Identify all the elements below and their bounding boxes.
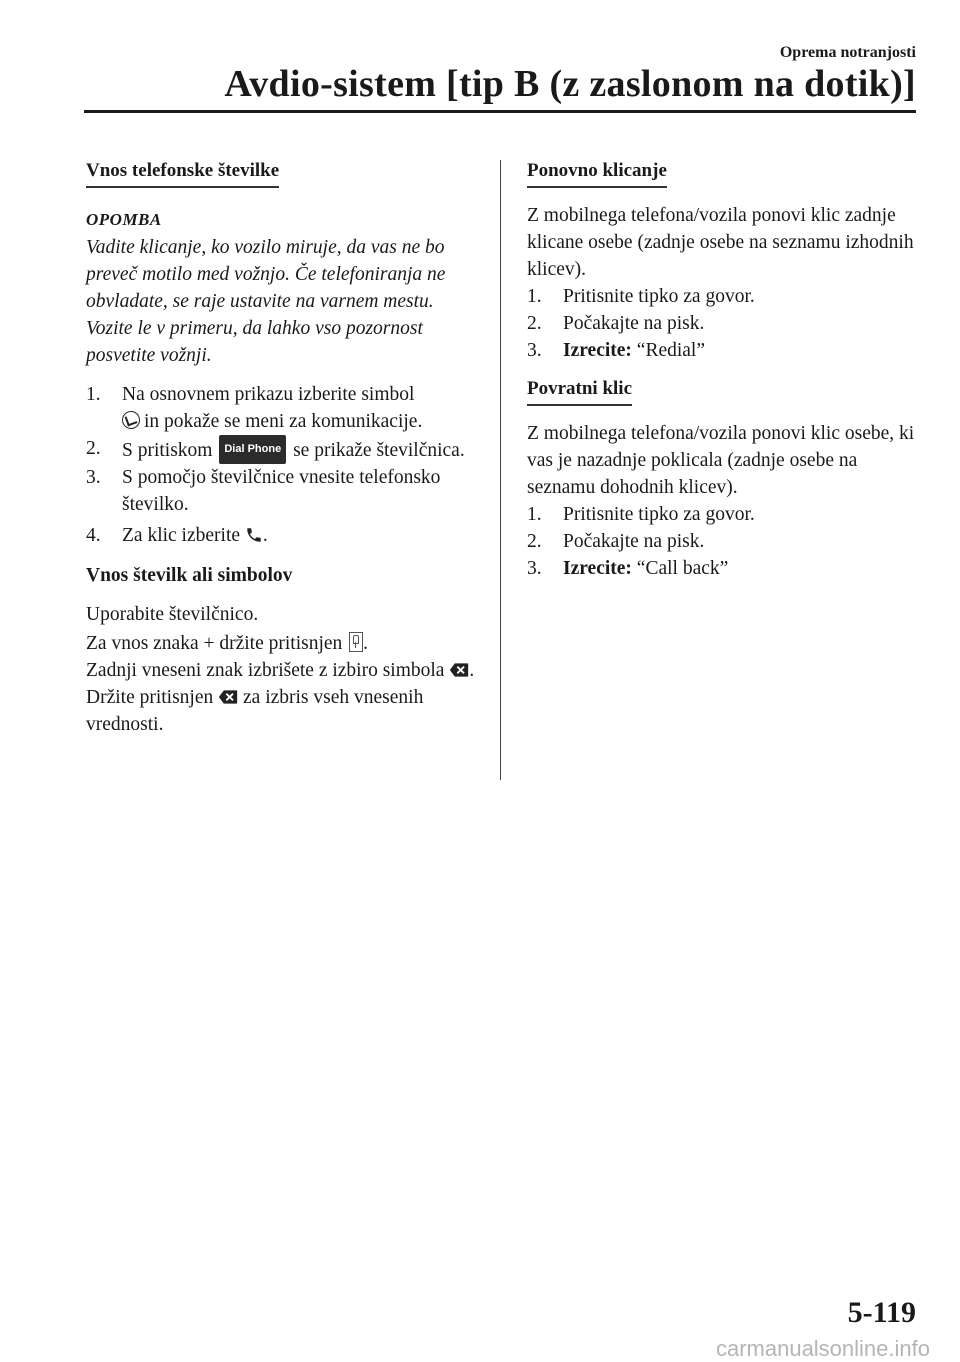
header-rule: [84, 110, 916, 113]
redial-steps: [527, 283, 919, 364]
note-title: OPOMBA: [86, 210, 162, 229]
page-number: 5-119: [847, 1296, 916, 1329]
page-title: Avdio-sistem [tip B (z zaslonom na dotik)]: [224, 63, 916, 105]
list-item: 2. Počakajte na pisk.: [527, 531, 705, 552]
redial-intro: Z mobilnega telefona/vozila ponovi klic zadnje klicane osebe (zadnje osebe na seznamu izhodnih klicev).: [527, 205, 914, 280]
watermark: carmanualsonline.info: [715, 1336, 930, 1361]
right-column: [527, 160, 919, 582]
para-keypad: Uporabite številčnico.: [86, 604, 259, 625]
para-delete-all: Držite pritisnjen za izbris vseh vnesenih vrednosti.: [86, 687, 424, 735]
list-item: 1. Pritisnite tipko za govor.: [527, 286, 755, 307]
communication-icon: [122, 411, 140, 429]
entry-steps: [86, 381, 478, 549]
list-item: 3. Izrecite: “Redial”: [527, 340, 706, 361]
para-delete: Zadnji vneseni znak izbrišete z izbiro simbola .: [86, 660, 475, 681]
list-item: 3. S pomočjo številčnice vnesite telefonsko številko.: [86, 467, 441, 515]
list-item: 4. Za klic izberite .: [86, 525, 268, 546]
note-text: Vadite klicanje, ko vozilo miruje, da vas ne bo preveč motilo med vožnjo. Če telefoniranja ne obvladate, se raje ustavite na varnem mestu. Vozite le v primeru, da lahko vso pozornost posvetite vožnji.: [86, 237, 446, 366]
left-column: [86, 160, 478, 738]
heading-call-back: Povratni klic: [527, 378, 632, 406]
subheading-symbols: Vnos številk ali simbolov: [86, 565, 293, 586]
callback-steps: [527, 501, 919, 582]
column-divider: [500, 160, 501, 780]
heading-phone-number-entry: Vnos telefonske številke: [86, 160, 279, 188]
para-plus: Za vnos znaka + držite pritisnjen .: [86, 633, 369, 654]
section-label: Oprema notranjosti: [779, 44, 916, 61]
list-item: 3. Izrecite: “Call back”: [527, 558, 729, 579]
backspace-icon: [449, 662, 469, 678]
list-item: 2. S pritiskom Dial Phone se prikaže številčnica.: [86, 435, 478, 464]
callback-intro: Z mobilnega telefona/vozila ponovi klic osebe, ki vas je nazadnje poklicala (zadnje osebe na seznamu dohodnih klicev).: [527, 423, 915, 498]
dial-phone-button-icon: Dial Phone: [219, 435, 286, 464]
list-item: 1. Pritisnite tipko za govor.: [527, 504, 755, 525]
heading-redial: Ponovno klicanje: [527, 160, 667, 188]
list-item: 2. Počakajte na pisk.: [527, 313, 705, 334]
phone-icon: [245, 526, 263, 544]
backspace-icon: [218, 689, 238, 705]
plus-key-icon: [349, 632, 363, 652]
list-item: 1. Na osnovnem prikazu izberite simbol in pokaže se meni za komunikacije.: [86, 384, 423, 432]
